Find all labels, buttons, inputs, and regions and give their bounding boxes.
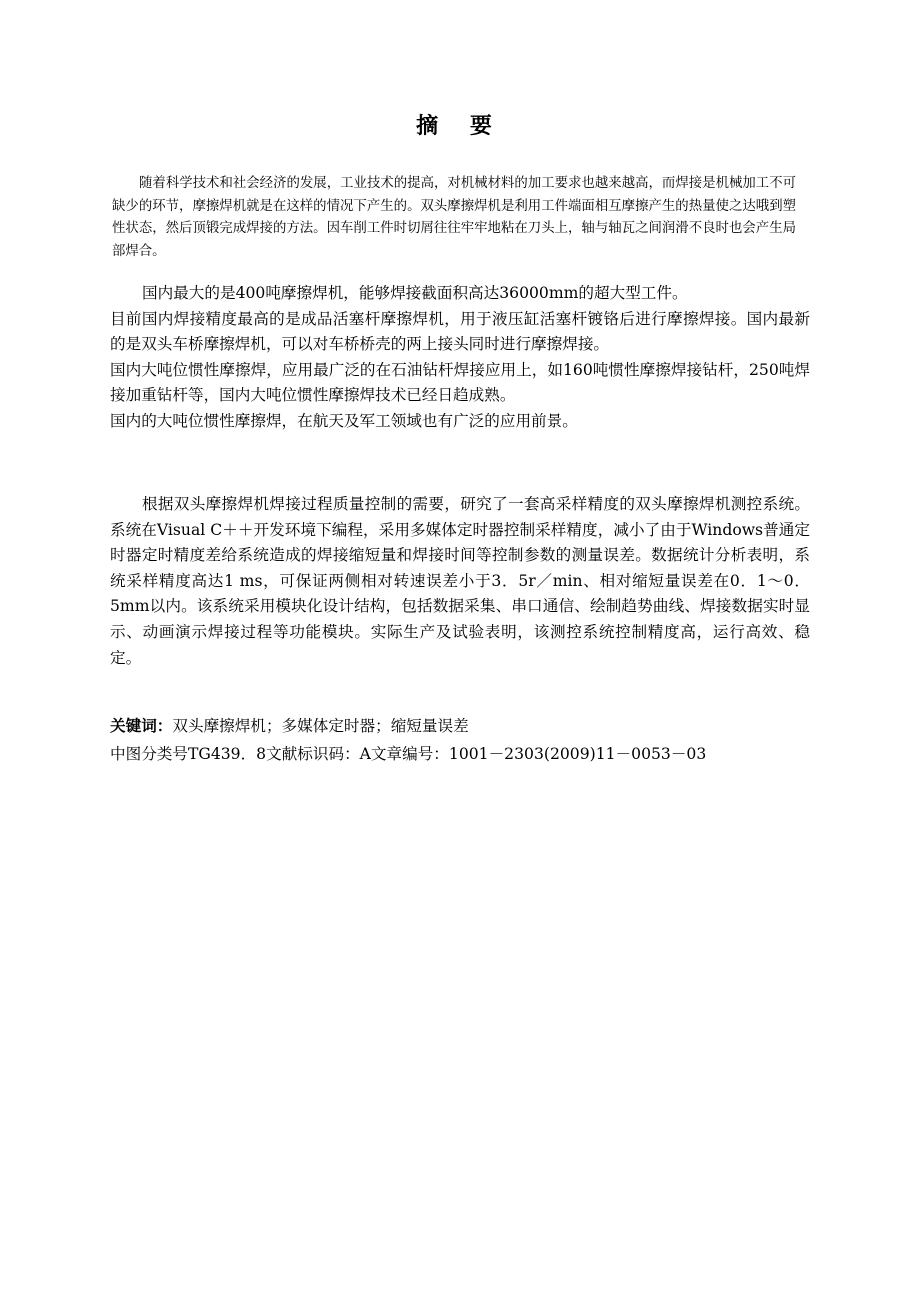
keywords-label: 关键词： (110, 717, 173, 735)
intro-paragraph: 随着科学技术和社会经济的发展，工业技术的提高，对机械材料的加工要求也越来越高，而焊接是机械加工不可缺少的环节，摩擦焊机就是在这样的情况下产生的。双头摩擦焊机是利用工件端面相互摩擦产生的热量使之达哦到塑性状态，然后顶锻完成焊接的方法。因车削工件时切屑往往牢牢地粘在刀头上，轴与轴瓦之间润滑不良时也会产生局部焊合。 (112, 176, 796, 259)
keywords-line (110, 713, 469, 739)
domestic-paragraph-3: 国内大吨位惯性摩擦焊，应用最广泛的在石油钻杆焊接应用上，如160吨惯性摩擦焊接钻杆，250吨焊接加重钻杆等，国内大吨位惯性摩擦焊技术已经日趋成熟。 (110, 360, 810, 405)
domestic-paragraph-2: 目前国内焊接精度最高的是成品活塞杆摩擦焊机，用于液压缸活塞杆镀铬后进行摩擦焊接。国内最新的是双头车桥摩擦焊机，可以对车桥桥壳的两上接头同时进行摩擦焊接。 (110, 309, 810, 354)
system-paragraph: 根据双头摩擦焊机焊接过程质量控制的需要，研究了一套高采样精度的双头摩擦焊机测控系统。系统在Visual C＋＋开发环境下编程，采用多媒体定时器控制采样精度，减小了由于Windows普通定时器定时精度差给系统造成的焊接缩短量和焊接时间等控制参数的测量误差。数据统计分析表明，系统采样精度高达1 ms，可保证两侧相对转速误差小于3．5r／min、相对缩短量误差在0．1～0．5mm以内。该系统采用模块化设计结构，包括数据采集、串口通信、绘制趋势曲线、焊接数据实时显示、动画演示焊接过程等功能模块。实际生产及试验表明，该测控系统控制精度高，运行高效、稳定。 (110, 495, 810, 667)
keywords-value: 双头摩擦焊机；多媒体定时器；缩短量误差 (172, 717, 469, 735)
system-block (110, 492, 810, 671)
abstract-title: 摘 要 (416, 114, 504, 139)
classification-line: 中图分类号TG439．8文献标识码：A文章编号：1001－2303(2009)11－0053－03 (110, 745, 707, 763)
domestic-block (110, 281, 810, 435)
domestic-paragraph-4: 国内的大吨位惯性摩擦焊，在航天及军工领域也有广泛的应用前景。 (110, 411, 578, 430)
domestic-paragraph-1: 国内最大的是400吨摩擦焊机，能够焊接截面积高达36000mm的超大型工件。 (142, 284, 688, 302)
